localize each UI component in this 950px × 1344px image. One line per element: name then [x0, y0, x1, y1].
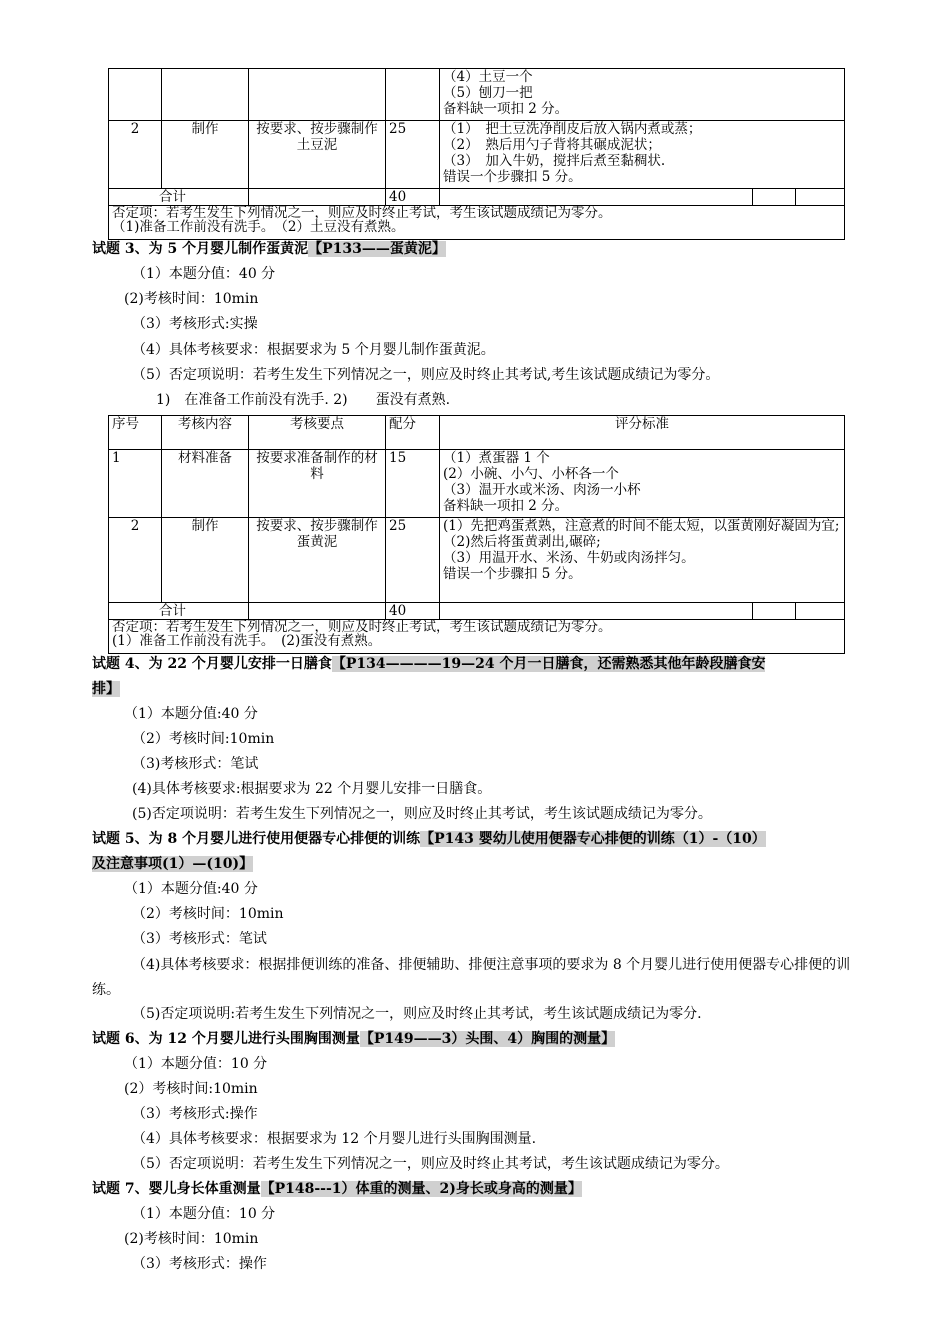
list-item: （3）考核形式:操作: [132, 1106, 258, 1122]
list-item: （3）考核形式:实操: [132, 316, 258, 332]
page-reference: 【P149——3）头围、4）胸围的测量】: [359, 1031, 616, 1047]
table-potato-continuation: [108, 68, 845, 240]
list-item: （5)否定项说明:若考生发生下列情况之一，则应及时终止其考试，考生该试题成绩记为零分.: [132, 1006, 702, 1022]
list-item: （3)考核形式：笔试: [132, 756, 259, 772]
list-item: (2）考核时间:10min: [124, 1081, 258, 1097]
list-item: (5)否定项说明：若考生发生下列情况之一，则应及时终止其考试，考生该试题成绩记为零分。: [132, 806, 712, 822]
list-item: 1) 在准备工作前没有洗手. 2) 蛋没有煮熟.: [156, 392, 451, 408]
page-reference-cont: 及注意事项(1）—(10)】: [92, 856, 254, 872]
page-reference: 【P148---1）体重的测量、2)身长或身高的测量】: [260, 1181, 582, 1197]
total-row: 合计 40: [109, 603, 845, 620]
list-item: （5）否定项说明：若考生发生下列情况之一，则应及时终止其考试,考生该试题成绩记为零分。: [132, 367, 720, 383]
list-item: （1）本题分值：40 分: [132, 266, 276, 282]
list-item: （2）考核时间:10min: [132, 731, 275, 747]
list-item: （4）具体考核要求：根据要求为 12 个月婴儿进行头围胸围测量.: [132, 1131, 537, 1147]
list-item: （4）具体考核要求：根据要求为 5 个月婴儿制作蛋黄泥。: [132, 342, 495, 358]
page-reference: 【P134————19—24 个月一日膳食，还需熟悉其他年龄段膳食安: [331, 656, 766, 672]
total-row: 合计 40: [109, 189, 845, 206]
question-3-title: 试题 3、为 5 个月婴儿制作蛋黄泥【P133——蛋黄泥】: [92, 241, 446, 257]
table-row: 2 制作 按要求、按步骤制作土豆泥 25 （1） 把土豆洗净削皮后放入锅内煮或蒸； （2） 熟后用勺子背将其碾成泥状； （3） 加入牛奶，搅拌后煮至黏稠状. 错误一个步骤扣 5 分。: [109, 121, 845, 189]
grading-standard-cell: （1）煮蛋器 1 个 (2）小碗、小勺、小杯各一个 （3）温开水或米汤、肉汤一小杯 备料缺一项扣 2 分。: [440, 450, 845, 518]
question-6-title: 试题 6、为 12 个月婴儿进行头围胸围测量【P149——3）头围、4）胸围的测量】: [92, 1031, 616, 1047]
grading-standard-cell: (1）先把鸡蛋煮熟，注意煮的时间不能太短，以蛋黄刚好凝固为宜; （2)然后将蛋黄剥出,碾碎; （3）用温开水、米汤、牛奶或肉汤拌匀。 错误一个步骤扣 5 分。: [440, 518, 845, 603]
page-reference: 【P143 婴幼儿使用便器专心排便的训练（1）-（10）: [420, 831, 766, 847]
veto-note-row: 否定项：若考生发生下列情况之一，则应及时终止考试，考生该试题成绩记为零分。 (1）准备工作前没有洗手。 (2)蛋没有煮熟。: [109, 620, 845, 654]
list-item: (2)考核时间：10min: [124, 291, 259, 307]
question-7-title: 试题 7、婴儿身长体重测量【P148---1）体重的测量、2)身长或身高的测量】: [92, 1181, 582, 1197]
list-item: （4)具体考核要求：根据排便训练的准备、排便辅助、排便注意事项的要求为 8 个月婴儿进行使用便器专心排便的训练。: [92, 957, 851, 998]
list-item: （2）考核时间：10min: [132, 906, 284, 922]
list-item: （1）本题分值：10 分: [132, 1206, 276, 1222]
list-item: （1）本题分值:40 分: [124, 881, 258, 897]
question-4-title: 试题 4、为 22 个月婴儿安排一日膳食【P134————19—24 个月一日膳食，还需熟悉其他年龄段膳食安: [92, 656, 766, 672]
table-header-row: 序号 考核内容 考核要点 配分 评分标准: [109, 416, 845, 450]
page-reference-cont: 排】: [92, 681, 120, 697]
table-row: 2 制作 按要求、按步骤制作蛋黄泥 25 (1）先把鸡蛋煮熟，注意煮的时间不能太短，以蛋黄刚好凝固为宜; （2)然后将蛋黄剥出,碾碎; （3）用温开水、米汤、牛奶或肉汤拌匀。 错误一个步骤扣 5 分。: [109, 518, 845, 603]
list-item: （1）本题分值:40 分: [124, 706, 258, 722]
question-5-title: 试题 5、为 8 个月婴儿进行使用便器专心排便的训练【P143 婴幼儿使用便器专心排便的训练（1）-（10）: [92, 831, 766, 847]
grading-standard-cell: （4）土豆一个 （5）刨刀一把 备料缺一项扣 2 分。: [440, 69, 845, 121]
list-item: （5）否定项说明：若考生发生下列情况之一，则应及时终止其考试，考生该试题成绩记为零分。: [132, 1156, 729, 1172]
list-item: （1）本题分值：10 分: [124, 1056, 268, 1072]
table-egg-yolk-grading: [108, 415, 845, 654]
page-reference: 【P133——蛋黄泥】: [308, 241, 446, 257]
grading-standard-cell: （1） 把土豆洗净削皮后放入锅内煮或蒸； （2） 熟后用勺子背将其碾成泥状； （3） 加入牛奶，搅拌后煮至黏稠状. 错误一个步骤扣 5 分。: [440, 121, 845, 189]
list-item: (4)具体考核要求:根据要求为 22 个月婴儿安排一日膳食。: [132, 781, 492, 797]
list-item: （3）考核形式：笔试: [132, 931, 267, 947]
table-row: 1 材料准备 按要求准备制作的材料 15 （1）煮蛋器 1 个 (2）小碗、小勺、小杯各一个 （3）温开水或米汤、肉汤一小杯 备料缺一项扣 2 分。: [109, 450, 845, 518]
table-row: [109, 69, 845, 121]
list-item: (2)考核时间：10min: [124, 1231, 259, 1247]
veto-note-row: 否定项：若考生发生下列情况之一，则应及时终止考试，考生该试题成绩记为零分。 （1)准备工作前没有洗手。 （2）土豆没有煮熟。: [109, 206, 845, 240]
list-item: （3）考核形式：操作: [132, 1256, 267, 1272]
